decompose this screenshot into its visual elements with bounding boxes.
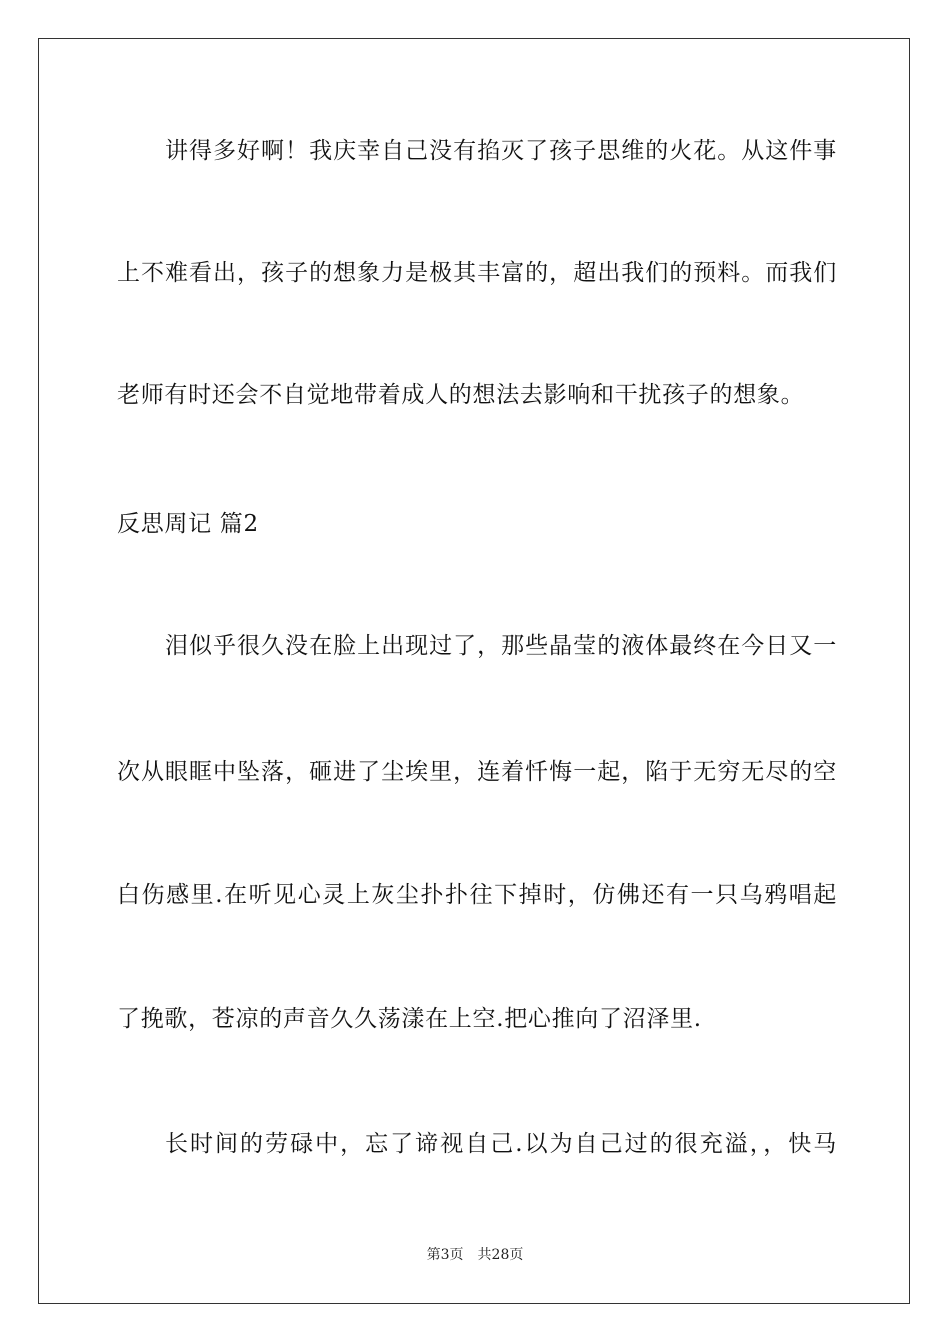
paragraph-line: 老师有时还会不自觉地带着成人的想法去影响和干扰孩子的想象。 [117,382,805,408]
paragraph-line: 次从眼眶中坠落，砸进了尘埃里，连着忏悔一起，陷于无穷无尽的空 [117,759,837,785]
paragraph-line: 白伤感里.在听见心灵上灰尘扑扑往下掉时，仿佛还有一只乌鸦唱起 [117,882,837,908]
paragraph-line: 讲得多好啊！我庆幸自己没有掐灭了孩子思维的火花。从这件事 [165,138,837,164]
section-heading: 反思周记 篇2 [117,511,259,537]
page-total: 共28页 [477,1247,524,1263]
page-footer [0,1246,950,1264]
paragraph-line: 上不难看出，孩子的想象力是极其丰富的，超出我们的预料。而我们 [117,260,837,286]
paragraph-line: 长时间的劳碌中，忘了谛视自己.以为自己过的很充溢，，快马 [165,1131,837,1157]
paragraph-line: 泪似乎很久没在脸上出现过了，那些晶莹的液体最终在今日又一 [165,633,837,659]
paragraph-line: 了挽歌，苍凉的声音久久荡漾在上空.把心推向了沼泽里. [117,1006,702,1032]
page-border [38,38,910,1304]
page-number: 第3页 [426,1247,464,1263]
